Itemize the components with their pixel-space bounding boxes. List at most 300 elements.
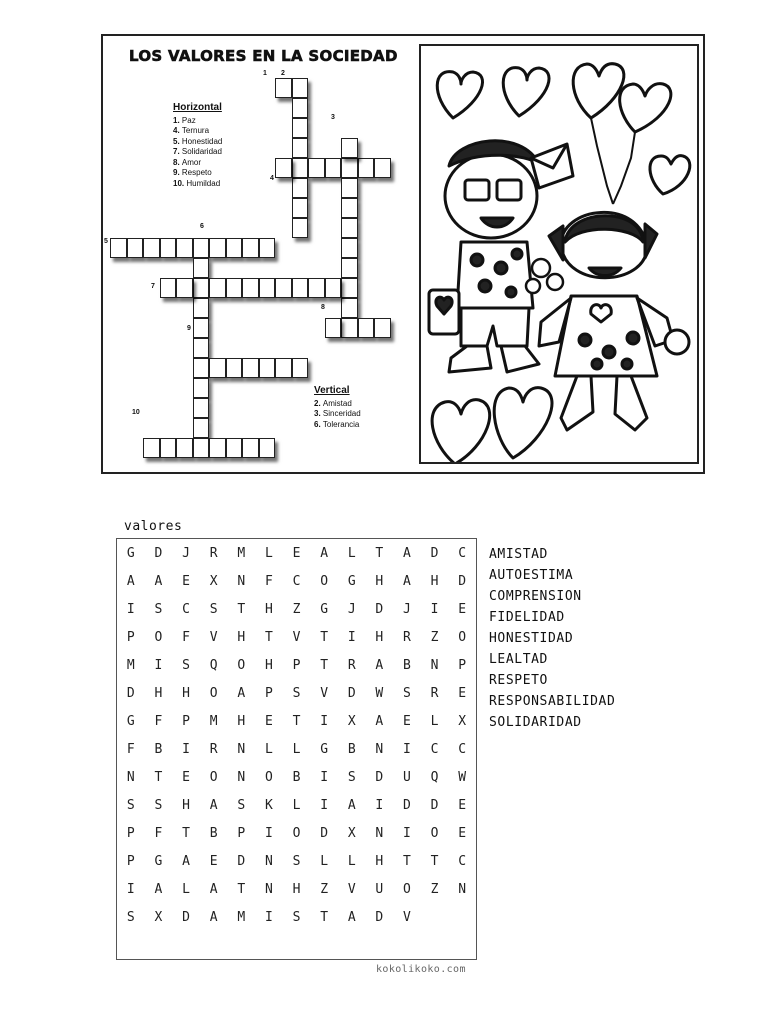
crossword-cell: [242, 438, 259, 458]
wordsearch-letter: H: [237, 629, 246, 645]
wordsearch-letter: D: [403, 797, 411, 813]
crossword-cell: [193, 238, 210, 258]
crossword-clue-number: 9: [187, 325, 191, 332]
wordsearch-letter: E: [458, 825, 467, 841]
crossword-cell: [226, 438, 243, 458]
wordsearch-word: COMPRENSION: [489, 589, 582, 604]
wordsearch-letter: P: [126, 825, 135, 841]
wordsearch-letter: M: [237, 545, 246, 561]
clue-number: 2.: [314, 398, 323, 408]
wordsearch-letter: I: [264, 825, 273, 841]
crossword-clue-number: 1: [263, 70, 267, 77]
crossword-cell: [341, 258, 358, 278]
clue-word: Solidaridad: [181, 147, 222, 156]
crossword-cell: [292, 178, 309, 198]
crossword-cell: [292, 358, 309, 378]
wordsearch-letter: X: [458, 713, 467, 729]
crossword-cell: [193, 438, 210, 458]
wordsearch-letter: W: [458, 769, 467, 785]
wordsearch-letter: J: [347, 601, 356, 617]
wordsearch-letter: R: [403, 629, 411, 645]
crossword-cell: [341, 218, 358, 238]
crossword-cell: [275, 158, 292, 178]
wordsearch-letter: O: [209, 685, 218, 701]
wordsearch-letter: D: [182, 909, 190, 925]
wordsearch-letter: F: [154, 825, 163, 841]
crossword-cell: [325, 318, 342, 338]
wordsearch-letter: G: [347, 573, 356, 589]
wordsearch-letter: I: [347, 629, 356, 645]
clue-item: [173, 179, 222, 190]
wordsearch-letter: C: [292, 573, 301, 589]
wordsearch-word: FIDELIDAD: [489, 610, 565, 625]
wordsearch-letter: T: [375, 545, 384, 561]
wordsearch-letter: L: [264, 741, 273, 757]
crossword-cell: [275, 278, 292, 298]
wordsearch-letter: S: [126, 797, 135, 813]
wordsearch-letter: P: [126, 853, 135, 869]
wordsearch-letter: G: [126, 713, 135, 729]
wordsearch-letter: N: [458, 881, 467, 897]
crossword-cell: [127, 238, 144, 258]
wordsearch-letter: T: [320, 909, 329, 925]
wordsearch-letter: B: [403, 657, 411, 673]
wordsearch-letter: H: [375, 629, 384, 645]
wordsearch-letter: S: [292, 909, 301, 925]
crossword-clue-number: 10: [132, 409, 140, 416]
wordsearch-letter: R: [209, 545, 218, 561]
wordsearch-letter: D: [154, 545, 163, 561]
crossword-cell: [259, 278, 276, 298]
crossword-clue-number: 4: [270, 175, 274, 182]
crossword-cell: [341, 198, 358, 218]
wordsearch-letter: A: [237, 685, 246, 701]
crossword-cell: [110, 238, 127, 258]
wordsearch-letter: N: [264, 881, 273, 897]
wordsearch-letter: D: [458, 573, 467, 589]
crossword-cell: [209, 438, 226, 458]
wordsearch-letter: F: [182, 629, 190, 645]
clue-word: Honestidad: [181, 136, 223, 146]
children-with-hearts-illustration: [421, 46, 697, 462]
crossword-cell: [176, 438, 193, 458]
wordsearch-letter: T: [154, 769, 163, 785]
wordsearch-letter: N: [375, 825, 384, 841]
wordsearch-letter: L: [182, 881, 190, 897]
crossword-clue-number: 2: [281, 70, 285, 77]
wordsearch-letter: N: [264, 853, 273, 869]
crossword-cell: [358, 318, 375, 338]
wordsearch-letter: R: [347, 657, 356, 673]
wordsearch-letter: E: [264, 713, 273, 729]
wordsearch-letter: H: [292, 881, 301, 897]
wordsearch-letter: I: [375, 797, 384, 813]
wordsearch-letter: A: [347, 909, 356, 925]
wordsearch-word: AUTOESTIMA: [489, 568, 574, 583]
wordsearch-letter: A: [375, 713, 384, 729]
wordsearch-letter: L: [320, 853, 329, 869]
wordsearch-letter: V: [209, 629, 218, 645]
clue-number: 4.: [173, 126, 182, 135]
clue-word: Tolerancia: [322, 419, 360, 429]
wordsearch-grid: [116, 538, 477, 960]
crossword-cell: [176, 278, 193, 298]
wordsearch-letter: A: [126, 573, 135, 589]
wordsearch-letter: D: [320, 825, 329, 841]
wordsearch-letter: T: [320, 629, 329, 645]
wordsearch-letter: X: [347, 825, 356, 841]
wordsearch-letter: E: [292, 545, 301, 561]
crossword-cell: [275, 358, 292, 378]
wordsearch-letter: K: [264, 797, 273, 813]
wordsearch-letter: A: [182, 853, 190, 869]
wordsearch-letter: Z: [292, 601, 301, 617]
wordsearch-letter: S: [154, 601, 163, 617]
crossword-title: LOS VALORES EN LA SOCIEDAD: [129, 47, 398, 65]
crossword-cell: [209, 238, 226, 258]
crossword-cell: [242, 278, 259, 298]
wordsearch-letter: S: [182, 657, 190, 673]
wordsearch-letter: A: [209, 881, 218, 897]
crossword-clue-number: 5: [104, 238, 108, 245]
wordsearch-letter: F: [264, 573, 273, 589]
wordsearch-letter: I: [403, 825, 411, 841]
wordsearch-letter: L: [264, 545, 273, 561]
wordsearch-letter: M: [209, 713, 218, 729]
wordsearch-letter: P: [182, 713, 190, 729]
crossword-cell: [341, 238, 358, 258]
crossword-cell: [226, 238, 243, 258]
crossword-cell: [143, 438, 160, 458]
crossword-cell: [292, 158, 309, 178]
clue-number: 3.: [314, 409, 323, 418]
crossword-panel: [101, 34, 705, 474]
wordsearch-letter: O: [292, 825, 301, 841]
wordsearch-letter: D: [430, 797, 439, 813]
wordsearch-title: valores: [124, 519, 183, 534]
crossword-cell: [341, 158, 358, 178]
wordsearch-word: LEALTAD: [489, 652, 548, 667]
crossword-cell: [259, 238, 276, 258]
wordsearch-letter: E: [209, 853, 218, 869]
wordsearch-letter: C: [458, 853, 467, 869]
clue-item: [173, 137, 222, 148]
wordsearch-letter: Z: [430, 881, 439, 897]
wordsearch-letter: H: [264, 657, 273, 673]
wordsearch-letter: G: [320, 601, 329, 617]
wordsearch-letter: V: [320, 685, 329, 701]
wordsearch-letter: C: [458, 741, 467, 757]
wordsearch-letter: D: [375, 909, 384, 925]
crossword-cell: [341, 318, 358, 338]
clue-item: [173, 126, 222, 137]
crossword-cell: [209, 278, 226, 298]
crossword-cell: [341, 138, 358, 158]
wordsearch-letter: P: [237, 825, 246, 841]
wordsearch-letter: I: [430, 601, 439, 617]
wordsearch-letter: H: [154, 685, 163, 701]
clue-item: [314, 399, 361, 410]
wordsearch-letter: F: [154, 713, 163, 729]
wordsearch-letter: E: [458, 797, 467, 813]
wordsearch-letter: I: [320, 797, 329, 813]
wordsearch-letter: S: [154, 797, 163, 813]
wordsearch-letter: L: [292, 741, 301, 757]
crossword-cell: [374, 158, 391, 178]
wordsearch-word: AMISTAD: [489, 547, 548, 562]
crossword-clue-number: 6: [200, 223, 204, 230]
wordsearch-letter: B: [209, 825, 218, 841]
wordsearch-letter: C: [430, 741, 439, 757]
crossword-cell: [292, 98, 309, 118]
clue-word: Sinceridad: [322, 409, 361, 418]
wordsearch-letter: S: [403, 685, 411, 701]
wordsearch-letter: A: [209, 909, 218, 925]
wordsearch-letter: A: [154, 573, 163, 589]
wordsearch-letter: S: [126, 909, 135, 925]
wordsearch-letter: E: [182, 573, 190, 589]
wordsearch-letter: A: [403, 573, 411, 589]
wordsearch-letter: Z: [430, 629, 439, 645]
crossword-cell: [341, 278, 358, 298]
wordsearch-letter: H: [430, 573, 439, 589]
wordsearch-letter: T: [430, 853, 439, 869]
wordsearch-letter: O: [430, 825, 439, 841]
crossword-cell: [160, 278, 177, 298]
wordsearch-letter: I: [154, 657, 163, 673]
wordsearch-letter: M: [237, 909, 246, 925]
crossword-cell: [292, 138, 309, 158]
clue-word: Amistad: [322, 398, 352, 408]
wordsearch-letter: Q: [430, 769, 439, 785]
wordsearch-letter: X: [209, 573, 218, 589]
crossword-cell: [259, 358, 276, 378]
wordsearch-letter: I: [126, 881, 135, 897]
crossword-cell: [374, 318, 391, 338]
wordsearch-letter: E: [403, 713, 411, 729]
crossword-cell: [325, 278, 342, 298]
wordsearch-letter: C: [182, 601, 190, 617]
wordsearch-letter: D: [375, 769, 384, 785]
wordsearch-letter: H: [375, 573, 384, 589]
crossword-cell: [358, 158, 375, 178]
wordsearch-letter: N: [430, 657, 439, 673]
clue-word: Humildad: [186, 178, 221, 188]
wordsearch-letter: D: [237, 853, 246, 869]
crossword-cell: [193, 278, 210, 298]
crossword-cell: [292, 78, 309, 98]
wordsearch-letter: C: [458, 545, 467, 561]
wordsearch-letter: E: [458, 685, 467, 701]
wordsearch-letter: I: [126, 601, 135, 617]
wordsearch-letter: X: [154, 909, 163, 925]
crossword-cell: [193, 258, 210, 278]
wordsearch-letter: S: [237, 797, 246, 813]
wordsearch-letter: N: [237, 573, 246, 589]
wordsearch-letter: L: [347, 853, 356, 869]
wordsearch-letter: A: [347, 797, 356, 813]
crossword-cell: [292, 278, 309, 298]
wordsearch-letter: T: [237, 881, 246, 897]
wordsearch-letter: B: [154, 741, 163, 757]
crossword-cell: [209, 358, 226, 378]
wordsearch-letter: T: [320, 657, 329, 673]
wordsearch-letter: S: [209, 601, 218, 617]
clue-word: Respeto: [181, 168, 212, 177]
wordsearch-letter: T: [182, 825, 190, 841]
wordsearch-letter: F: [126, 741, 135, 757]
wordsearch-letter: U: [403, 769, 411, 785]
crossword-clue-number: 7: [151, 283, 155, 290]
crossword-cell: [308, 278, 325, 298]
crossword-clue-number: 3: [331, 114, 335, 121]
wordsearch-letter: T: [237, 601, 246, 617]
clue-item: [173, 116, 222, 127]
wordsearch-letter: D: [126, 685, 135, 701]
wordsearch-letter: O: [320, 573, 329, 589]
clue-number: 9.: [173, 168, 182, 177]
wordsearch-letter: U: [375, 881, 384, 897]
wordsearch-letter: B: [292, 769, 301, 785]
crossword-cell: [341, 178, 358, 198]
wordsearch-letter: B: [347, 741, 356, 757]
crossword-cell: [193, 338, 210, 358]
wordsearch-letter: G: [320, 741, 329, 757]
crossword-cell: [308, 158, 325, 178]
crossword-cell: [193, 318, 210, 338]
wordsearch-letter: G: [154, 853, 163, 869]
clue-number: 5.: [173, 136, 182, 146]
wordsearch-letter: D: [347, 685, 356, 701]
wordsearch-letter: V: [403, 909, 411, 925]
crossword-cell: [193, 378, 210, 398]
wordsearch-letter: O: [264, 769, 273, 785]
wordsearch-letter: W: [375, 685, 384, 701]
wordsearch-letter: V: [292, 629, 301, 645]
crossword-cell: [325, 158, 342, 178]
wordsearch-letter: A: [403, 545, 411, 561]
wordsearch-letter: S: [347, 769, 356, 785]
vertical-heading: Vertical: [314, 385, 350, 396]
wordsearch-letter: I: [320, 713, 329, 729]
horizontal-heading: Horizontal: [173, 102, 222, 113]
wordsearch-letter: H: [237, 713, 246, 729]
wordsearch-letter: M: [126, 657, 135, 673]
wordsearch-letter: N: [375, 741, 384, 757]
wordsearch-letter: O: [458, 629, 467, 645]
clue-word: Amor: [181, 157, 202, 167]
crossword-cell: [292, 198, 309, 218]
wordsearch-letter: Z: [320, 881, 329, 897]
crossword-cell: [193, 398, 210, 418]
wordsearch-letter: G: [126, 545, 135, 561]
wordsearch-letter: I: [320, 769, 329, 785]
wordsearch-letter: H: [182, 797, 190, 813]
wordsearch-letter: T: [292, 713, 301, 729]
clue-item: [314, 409, 361, 420]
crossword-cell: [143, 238, 160, 258]
crossword-cell: [193, 358, 210, 378]
wordsearch-letter: L: [292, 797, 301, 813]
wordsearch-letter: N: [237, 769, 246, 785]
wordsearch-letter: A: [154, 881, 163, 897]
crossword-grid: [103, 36, 413, 466]
crossword-cell: [242, 358, 259, 378]
wordsearch-letter: O: [154, 629, 163, 645]
wordsearch-letter: O: [403, 881, 411, 897]
crossword-cell: [193, 298, 210, 318]
wordsearch-letter: I: [264, 909, 273, 925]
crossword-cell: [259, 438, 276, 458]
crossword-cell: [226, 278, 243, 298]
wordsearch-letter: P: [126, 629, 135, 645]
wordsearch-word: HONESTIDAD: [489, 631, 574, 646]
wordsearch-letter: A: [320, 545, 329, 561]
wordsearch-letter: J: [182, 545, 190, 561]
clue-item: [173, 147, 222, 158]
wordsearch-letter: A: [375, 657, 384, 673]
horizontal-clues: [173, 103, 222, 189]
wordsearch-letter: H: [182, 685, 190, 701]
wordsearch-letter: L: [430, 713, 439, 729]
wordsearch-letter: P: [264, 685, 273, 701]
crossword-cell: [292, 218, 309, 238]
wordsearch-letter: E: [182, 769, 190, 785]
wordsearch-letter: D: [375, 601, 384, 617]
crossword-clue-number: 8: [321, 304, 325, 311]
clue-word: Paz: [181, 115, 196, 125]
wordsearch-letter: S: [292, 685, 301, 701]
wordsearch-letter: A: [209, 797, 218, 813]
wordsearch-letter: S: [292, 853, 301, 869]
clue-number: 8.: [173, 157, 182, 167]
wordsearch-word: RESPETO: [489, 673, 548, 688]
wordsearch-letter: J: [403, 601, 411, 617]
crossword-cell: [193, 418, 210, 438]
wordsearch-letter: L: [347, 545, 356, 561]
clue-item: [173, 168, 222, 179]
wordsearch-letter: Q: [209, 657, 218, 673]
wordsearch-letter: P: [292, 657, 301, 673]
vertical-clues: [314, 386, 361, 430]
wordsearch-letter: O: [209, 769, 218, 785]
wordsearch-letter: R: [430, 685, 439, 701]
wordsearch-letter: I: [182, 741, 190, 757]
illustration-frame: [419, 44, 699, 464]
clue-number: 10.: [173, 178, 187, 188]
crossword-cell: [341, 298, 358, 318]
crossword-cell: [226, 358, 243, 378]
wordsearch-letter: H: [264, 601, 273, 617]
clue-number: 1.: [173, 115, 182, 125]
wordsearch-word-list: [489, 544, 615, 733]
clue-number: 7.: [173, 147, 182, 156]
wordsearch-letter: N: [126, 769, 135, 785]
wordsearch-letter: H: [375, 853, 384, 869]
wordsearch-letter: T: [264, 629, 273, 645]
crossword-cell: [160, 438, 177, 458]
wordsearch-letter: T: [403, 853, 411, 869]
wordsearch-letter: I: [403, 741, 411, 757]
wordsearch-word: RESPONSABILIDAD: [489, 694, 616, 709]
wordsearch-letter: P: [458, 657, 467, 673]
wordsearch-letter: V: [347, 881, 356, 897]
wordsearch-letter: N: [237, 741, 246, 757]
clue-number: 6.: [314, 419, 323, 429]
crossword-cell: [242, 238, 259, 258]
crossword-cell: [292, 118, 309, 138]
crossword-cell: [160, 238, 177, 258]
